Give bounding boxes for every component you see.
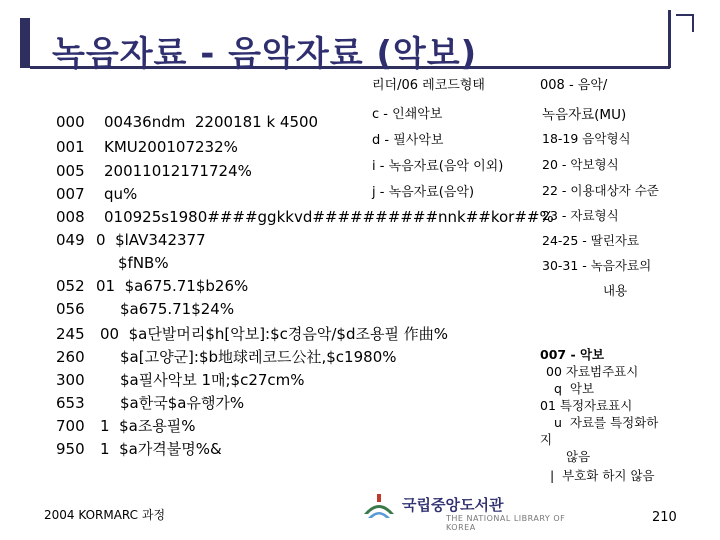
note-line: 01 특정자료표시 xyxy=(540,398,633,413)
note-line: u 자료를 특정화하 xyxy=(554,415,659,430)
marc-tag: 260 xyxy=(56,348,85,366)
library-subtitle: THE NATIONAL LIBRARY OF KOREA xyxy=(446,514,566,532)
marc-tag: 052 xyxy=(56,277,85,295)
right-item-4: 23 - 자료형식 xyxy=(542,208,619,223)
marc-text: qu% xyxy=(104,185,138,203)
marc-line xyxy=(118,254,169,272)
marc-tag: 007 xyxy=(56,185,85,203)
note-line: 00 자료범주표시 xyxy=(546,364,639,379)
note-line: 지 xyxy=(540,432,553,447)
marc-tag: 300 xyxy=(56,371,85,389)
marc-text: 1 $a가격불명%& xyxy=(100,440,222,458)
record-type-j: j - 녹음자료(음악) xyxy=(372,185,475,200)
marc-line xyxy=(56,162,252,180)
library-name: 국립중앙도서관 xyxy=(402,496,504,514)
marc-text: 1 $a조용필% xyxy=(100,417,196,435)
marc-line xyxy=(56,392,244,413)
marc-text: $fNB% xyxy=(118,254,169,272)
marc-text: $a한국$a유행가% xyxy=(120,394,245,412)
record-type-i: i - 녹음자료(음악 이외) xyxy=(372,159,504,174)
marc-tag: 049 xyxy=(56,231,85,249)
footer-course: 2004 KORMARC 과정 xyxy=(44,508,166,522)
marc-tag: 245 xyxy=(56,325,85,343)
note-line: | 부호화 하지 않음 xyxy=(550,468,655,483)
marc-tag: 653 xyxy=(56,394,85,412)
library-logo xyxy=(362,492,592,532)
marc-line xyxy=(56,323,448,344)
marc-line xyxy=(56,369,305,390)
right-item-6: 30-31 - 녹음자료의 xyxy=(542,258,652,273)
title-accent-bar xyxy=(20,18,30,68)
right-item-2: 20 - 악보형식 xyxy=(542,157,619,172)
marc-line xyxy=(56,208,554,226)
right-item-0: 녹음자료(MU) xyxy=(542,107,627,123)
marc-text: 01 $a675.71$b26% xyxy=(96,277,249,295)
marc-line xyxy=(56,185,137,203)
marc-text: 20011012171724% xyxy=(104,162,252,180)
marc-text: $a필사악보 1매;$c27cm% xyxy=(120,371,305,389)
marc-line xyxy=(56,346,397,367)
marc-tag: 950 xyxy=(56,440,85,458)
marc-line xyxy=(56,113,318,131)
title-right-rule xyxy=(668,10,671,68)
title-area xyxy=(20,10,670,74)
note-line: 않음 xyxy=(566,449,591,464)
page-title: 녹음자료 - 음악자료 (악보) xyxy=(52,34,478,74)
note-line: 007 - 악보 xyxy=(540,347,605,362)
marc-line xyxy=(56,415,196,436)
marc-text: 00436ndm 2200181 k 4500 xyxy=(104,113,319,131)
marc-line xyxy=(56,231,206,249)
marc-text: $a[고양군]:$b地球레코드公社,$c1980% xyxy=(120,348,397,366)
marc-line xyxy=(56,438,222,459)
marc-line xyxy=(56,277,248,295)
marc-tag: 008 xyxy=(56,208,85,226)
right-item-5: 24-25 - 딸린자료 xyxy=(542,233,640,248)
marc-text: 010925s1980####ggkkvd##########nnk##kor##% xyxy=(104,208,554,226)
record-type-c: c - 인쇄악보 xyxy=(372,107,443,122)
library-emblem-icon xyxy=(362,492,396,522)
title-corner-decoration xyxy=(676,14,694,32)
marc-text: $a675.71$24% xyxy=(120,300,235,318)
marc-tag: 000 xyxy=(56,113,85,131)
marc-text: 0 $lAV342377 xyxy=(96,231,206,249)
marc-line xyxy=(56,300,234,318)
marc-tag: 001 xyxy=(56,138,85,156)
note-line: q 악보 xyxy=(554,381,595,396)
field008-header: 008 - 음악/ xyxy=(540,78,608,93)
marc-tag: 005 xyxy=(56,162,85,180)
marc-line xyxy=(56,138,238,156)
marc-tag: 700 xyxy=(56,417,85,435)
marc-text: 00 $a단발머리$h[악보]:$c경음악/$d조용필 作曲% xyxy=(100,325,448,343)
right-item-1: 18-19 음악형식 xyxy=(542,131,631,146)
leader-header: 리더/06 레코드형태 xyxy=(372,78,485,93)
right-item-7: 내용 xyxy=(603,283,628,298)
record-type-d: d - 필사악보 xyxy=(372,133,444,148)
marc-text: KMU200107232% xyxy=(104,138,238,156)
marc-tag: 056 xyxy=(56,300,85,318)
page-number: 210 xyxy=(652,510,677,525)
right-item-3: 22 - 이용대상자 수준 xyxy=(542,183,659,198)
